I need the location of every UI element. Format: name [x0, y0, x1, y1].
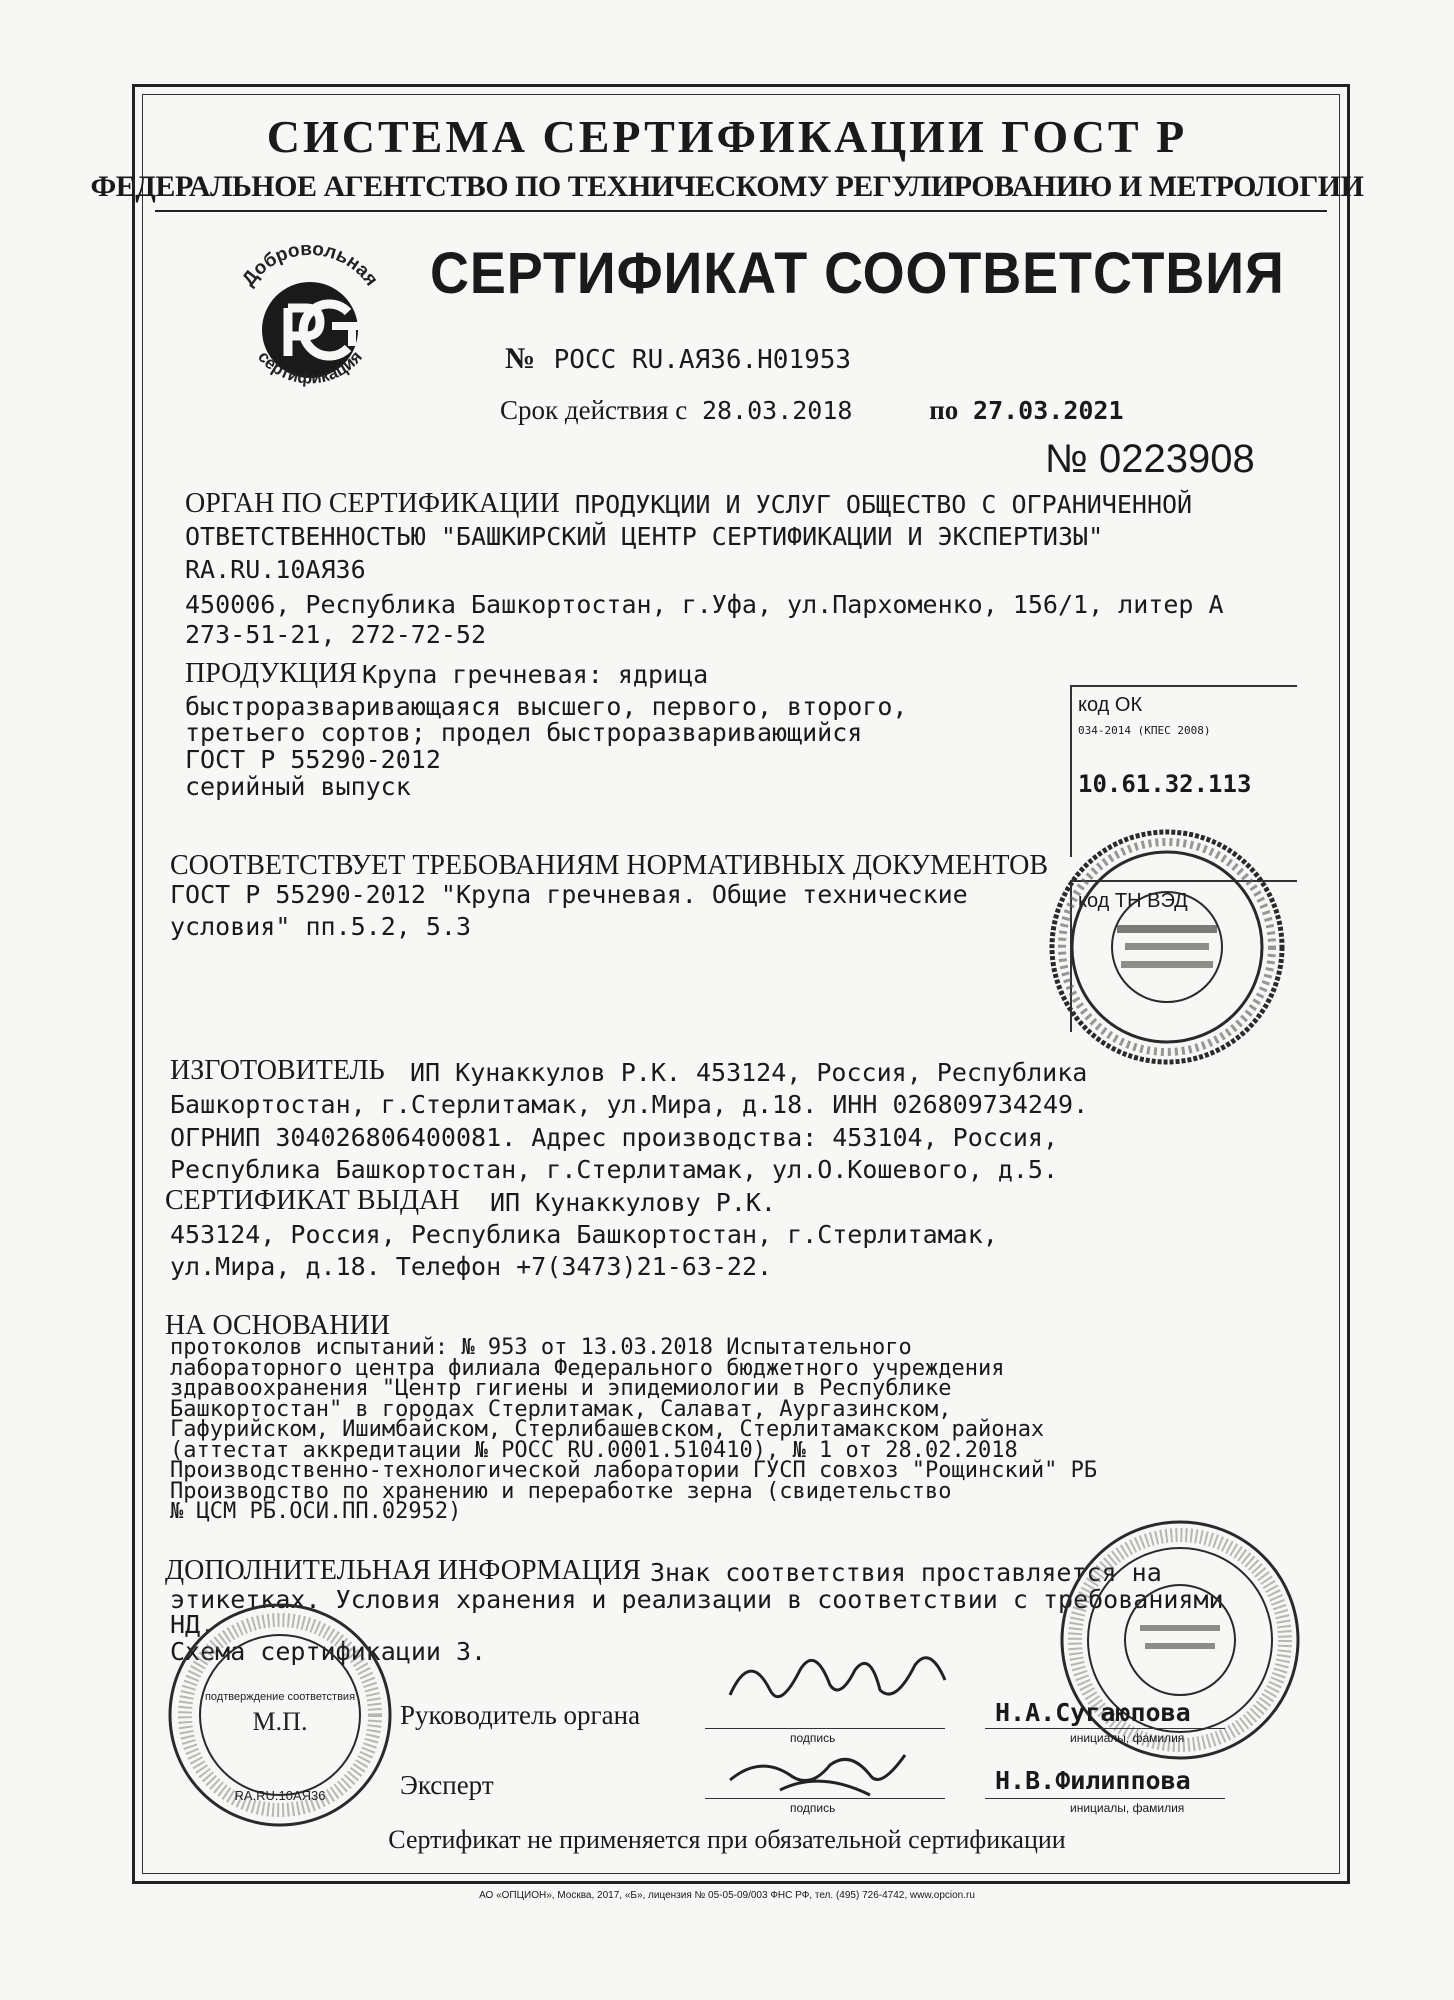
validity-from-date: 28.03.2018: [701, 396, 853, 425]
additional-info-scheme: Схема сертификации 3.: [170, 1637, 487, 1666]
product-line2: быстроразваривающаяся высшего, первого, второго,: [185, 692, 908, 721]
expert-signature-line: [705, 1798, 945, 1799]
logo-bottom-text: сертификация: [254, 347, 366, 388]
product-label: ПРОДУКЦИЯ: [185, 658, 358, 689]
certification-body-address: 450006, Республика Башкортостан, г.Уфа, ул.Пархоменко, 156/1, литер А: [185, 590, 1224, 619]
ok-code-label: код ОК: [1078, 694, 1143, 716]
compliance-line2: условия" пп.5.2, 5.3: [170, 912, 472, 941]
printer-imprint: АО «ОПЦИОН», Москва, 2017, «Б», лицензия № 05-05-09/003 ФНС РФ, тел. (495) 726-4742, www.opcion.ru: [479, 1890, 975, 1901]
seal-mp-caption: М.П.: [252, 1707, 308, 1736]
additional-info-line2: этикетках. Условия хранения и реализации в соответствии с требованиями: [170, 1585, 1224, 1614]
validity-to-label: по: [929, 395, 959, 425]
manufacturer-line2: Башкортостан, г.Стерлитамак, ул.Мира, д.18. ИНН 026809734249.: [170, 1090, 1089, 1119]
ok-code-value: 10.61.32.113: [1078, 770, 1252, 798]
certification-body-line1: ПРОДУКЦИИ И УСЛУГ ОБЩЕСТВО С ОГРАНИЧЕННОЙ: [575, 490, 1193, 519]
seal-confirm-text: подтверждение соответствия: [204, 1691, 356, 1703]
seal-code: RA.RU.10АЯ36: [234, 1788, 326, 1803]
head-signature-line: [705, 1728, 945, 1729]
validity-from-label: Срок действия с: [500, 395, 688, 425]
basis-label: НА ОСНОВАНИИ: [165, 1310, 390, 1341]
ok-code-sublabel: 034-2014 (КПЕС 2008): [1078, 724, 1211, 737]
head-of-body-label: Руководитель органа: [400, 1700, 641, 1730]
header-divider: [155, 210, 1327, 212]
basis-text: [170, 1335, 1098, 1524]
additional-info-line1: Знак соответствия проставляется на: [650, 1558, 1162, 1587]
agency-title: ФЕДЕРАЛЬНОЕ АГЕНТСТВО ПО ТЕХНИЧЕСКОМУ РЕГУЛИРОВАНИЮ И МЕТРОЛОГИИ: [90, 170, 1364, 203]
logo-top-text: Добровольная: [238, 238, 382, 291]
validity-period: [500, 395, 1124, 426]
basis-line: лабораторного центра филиала Федерального бюджетного учреждения: [170, 1355, 1005, 1381]
product-line3: третьего сортов; продел быстроразваривающийся: [185, 718, 863, 747]
basis-line: Гафурийском, Ишимбайском, Стерлибашевском, Стерлитамакском районах: [170, 1417, 1045, 1442]
certificate-title: СЕРТИФИКАТ СООТВЕТСТВИЯ: [430, 241, 1285, 306]
issued-to-label: СЕРТИФИКАТ ВЫДАН: [165, 1185, 460, 1216]
validity-to-date: 27.03.2021: [973, 396, 1124, 425]
certification-body-seal: [165, 1600, 395, 1830]
head-name-line: [985, 1728, 1225, 1729]
manufacturer-line3: ОГРНИП 304026806400081. Адрес производства: 453104, Россия,: [170, 1123, 1059, 1152]
system-title: СИСТЕМА СЕРТИФИКАЦИИ ГОСТ Р: [266, 111, 1188, 162]
compliance-label: СООТВЕТСТВУЕТ ТРЕБОВАНИЯМ НОРМАТИВНЫХ ДОКУМЕНТОВ: [170, 850, 1048, 881]
basis-line: (аттестат аккредитации № РОСС RU.0001.510410), № 1 от 28.02.2018: [170, 1437, 1018, 1463]
head-name: Н.А.Сугаюпова: [995, 1698, 1191, 1727]
certification-body-accreditation: RA.RU.10АЯ36: [185, 555, 366, 584]
head-initials-caption: инициалы, фамилия: [1070, 1731, 1185, 1745]
product-line1: Крупа гречневая: ядрица: [362, 660, 709, 689]
compliance-line1: ГОСТ Р 55290-2012 "Крупа гречневая. Общие технические: [170, 880, 968, 909]
expert-name-line: [985, 1798, 1225, 1799]
head-signature-caption: подпись: [790, 1731, 836, 1745]
manufacturer-label: ИЗГОТОВИТЕЛЬ: [170, 1055, 385, 1086]
product-serial: серийный выпуск: [185, 772, 411, 801]
basis-line: Производство по хранению и переработке зерна (свидетельство: [170, 1478, 952, 1504]
expert-name: Н.В.Филиппова: [995, 1766, 1191, 1795]
basis-line: Башкортостан" в городах Стерлитамак, Салават, Аургазинском,: [170, 1396, 952, 1422]
issued-to-line2: 453124, Россия, Республика Башкортостан, г.Стерлитамак,: [170, 1220, 998, 1249]
blank-number: № 0223908: [1045, 437, 1255, 481]
expert-signature-caption: подпись: [790, 1801, 836, 1815]
registration-number: [505, 342, 851, 376]
basis-line: Производственно-технологической лаборатории ГУСП совхоз "Рощинский" РБ: [170, 1458, 1098, 1483]
expert-initials-caption: инициалы, фамилия: [1070, 1801, 1185, 1815]
product-standard: ГОСТ Р 55290-2012: [185, 745, 441, 774]
voluntary-certification-logo: [220, 230, 400, 410]
expert-label: Эксперт: [400, 1770, 494, 1800]
additional-info-line3: НД.: [170, 1610, 216, 1639]
manufacturer-line4: Республика Башкортостан, г.Стерлитамак, ул.О.Кошевого, д.5.: [170, 1155, 1059, 1184]
issued-to-line1: ИП Кунаккулову Р.К.: [490, 1188, 776, 1217]
head-signature: [720, 1640, 960, 1720]
basis-line: № ЦСМ РБ.ОСИ.ПП.02952): [170, 1499, 462, 1524]
issued-to-line3: ул.Мира, д.18. Телефон +7(3473)21-63-22.: [170, 1252, 773, 1281]
footer-note: Сертификат не применяется при обязательной сертификации: [388, 1825, 1066, 1854]
certification-body-line2: ОТВЕТСТВЕННОСТЬЮ "БАШКИРСКИЙ ЦЕНТР СЕРТИФИКАЦИИ И ЭКСПЕРТИЗЫ": [185, 522, 1104, 551]
additional-info-label: ДОПОЛНИТЕЛЬНАЯ ИНФОРМАЦИЯ: [165, 1555, 641, 1586]
registration-number-label: №: [505, 342, 536, 375]
basis-line: протоколов испытаний: № 953 от 13.03.2018 Испытательного: [170, 1335, 912, 1360]
basis-line: здравоохранения "Центр гигиены и эпидемиологии в Республике: [170, 1376, 952, 1401]
tnved-code-label: код ТН ВЭД: [1078, 890, 1188, 912]
registration-number-value: РОСС RU.АЯ36.Н01953: [553, 345, 852, 375]
manufacturer-line1: ИП Кунаккулов Р.К. 453124, Россия, Республика: [410, 1058, 1088, 1087]
certification-body-label: ОРГАН ПО СЕРТИФИКАЦИИ: [185, 488, 560, 519]
organization-round-stamp: [1045, 825, 1290, 1070]
certification-body-phones: 273-51-21, 272-72-52: [185, 620, 487, 649]
